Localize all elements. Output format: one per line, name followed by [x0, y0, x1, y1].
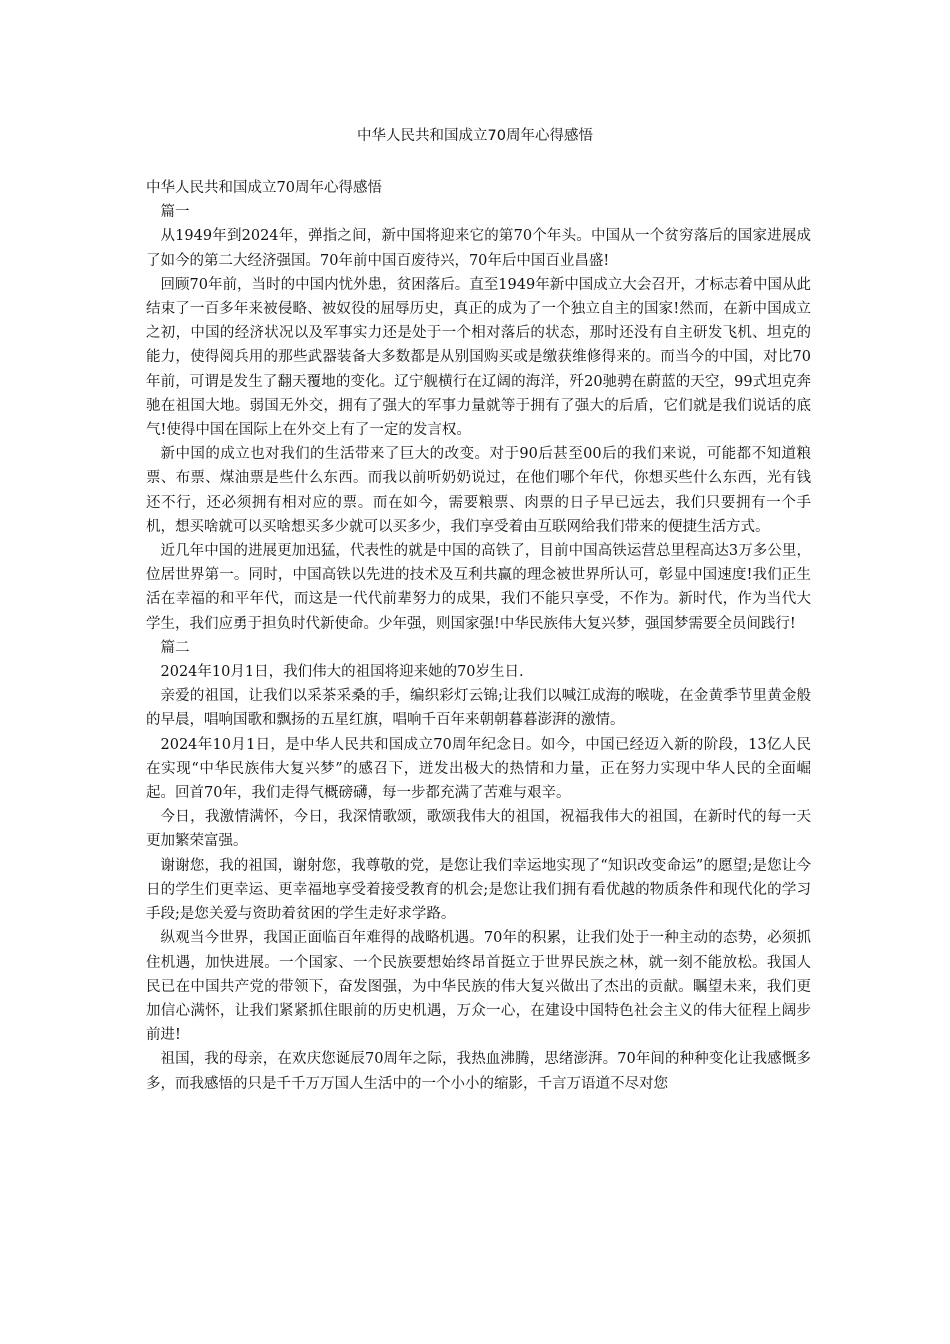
paragraph: 今日，我激情满怀，今日，我深情歌颂，歌颂我伟大的祖国，祝福我伟大的祖国，在新时代的每一天更加繁荣富强。 — [146, 809, 811, 850]
document-heading: 中华人民共和国成立70周年心得感悟 — [146, 180, 382, 196]
paragraph: 近几年中国的进展更加迅猛，代表性的就是中国的高铁了，目前中国高铁运营总里程高达3万多公里，位居世界第一。同时，中国高铁以先进的技术及互利共赢的理念被世界所认可，彰显中国速度!我们正生活在幸福的和平年代，而这是一代代前辈努力的成果，我们不能只享受，不作为。新时代，作为当代大学生，我们应勇于担负时代新使命。少年强，则国家强!中华民族伟大复兴梦，强国梦需要全员间践行! — [146, 543, 811, 632]
paragraph: 亲爱的祖国，让我们以采茶采桑的手，编织彩灯云锦;让我们以喊江成海的喉咙，在金黄季节里黄金般的早晨，唱响国歌和飘扬的五星红旗，唱响千百年来朝朝暮暮澎湃的激情。 — [146, 688, 811, 729]
document-body — [146, 176, 811, 1096]
section-label-1: 篇一 — [160, 204, 190, 221]
paragraph: 2024年10月1日，我们伟大的祖国将迎来她的70岁生日. — [160, 664, 524, 681]
paragraph: 从1949年到2024年，弹指之间，新中国将迎来它的第70个年头。中国从一个贫穷落后的国家进展成了如今的第二大经济强国。70年前中国百废待兴，70年后中国百业昌盛! — [146, 228, 811, 269]
paragraph: 新中国的成立也对我们的生活带来了巨大的改变。对于90后甚至00后的我们来说，可能都不知道粮票、布票、煤油票是些什么东西。而我以前听奶奶说过，在他们哪个年代，你想买些什么东西，光有钱还不行，还必须拥有相对应的票。而在如今，需要粮票、肉票的日子早已远去，我们只要拥有一个手机，想买啥就可以买啥想买多少就可以买多少，我们享受着由互联网给我们带来的便捷生活方式。 — [146, 446, 811, 535]
paragraph: 2024年10月1日，是中华人民共和国成立70周年纪念日。如今，中国已经迈入新的阶段，13亿人民在实现“中华民族伟大复兴梦”的感召下，迸发出极大的热情和力量，正在努力实现中华人民的全面崛起。回首70年，我们走得气概磅礴，每一步都充满了苦难与艰辛。 — [146, 736, 811, 802]
paragraph: 纵观当今世界，我国正面临百年难得的战略机遇。70年的积累，让我们处于一种主动的态势，必须抓住机遇，加快进展。一个国家、一个民族要想始终昂首挺立于世界民族之林，就一刻不能放松。我国人民已在中国共产党的带领下，奋发图强，为中华民族的伟大复兴做出了杰出的贡献。瞩望未来，我们更加信心满怀，让我们紧紧抓住眼前的历史机遇，万众一心，在建设中国特色社会主义的伟大征程上阔步前进! — [146, 930, 811, 1044]
paragraph: 祖国，我的母亲，在欢庆您诞辰70周年之际，我热血沸腾，思绪澎湃。70年间的种种变化让我感慨多多，而我感悟的只是千千万万国人生活中的一个小小的缩影，千言万语道不尽对您 — [146, 1051, 811, 1092]
paragraph: 谢谢您，我的祖国，谢射您，我尊敬的党，是您让我们幸运地实现了“知识改变命运”的愿望;是您让今日的学生们更幸运、更幸福地享受着接受教育的机会;是您让我们拥有看优越的物质条件和现代化的学习手段;是您关爱与资助着贫困的学生走好求学路。 — [146, 857, 811, 923]
section-label-2: 篇二 — [160, 639, 190, 656]
paragraph: 回顾70年前，当时的中国内忧外患，贫困落后。直至1949年新中国成立大会召开，才标志着中国从此结束了一百多年来被侵略、被奴役的屈辱历史，真正的成为了一个独立自主的国家!然而，在新中国成立之初，中国的经济状况以及军事实力还是处于一个相对落后的状态，那时还没有自主研发飞机、坦克的能力，使得阅兵用的那些武器装备大多数都是从别国购买或是缴获维修得来的。而当今的中国，对比70年前，可谓是发生了翻天覆地的变化。辽宁舰横行在辽阔的海洋，歼20驰骋在蔚蓝的天空，99式坦克奔驰在祖国大地。弱国无外交，拥有了强大的军事力量就等于拥有了强大的后盾，它们就是我们说话的底气!使得中国在国际上在外交上有了一定的发言权。 — [146, 276, 811, 439]
page-title: 中华人民共和国成立70周年心得感悟 — [357, 128, 593, 144]
